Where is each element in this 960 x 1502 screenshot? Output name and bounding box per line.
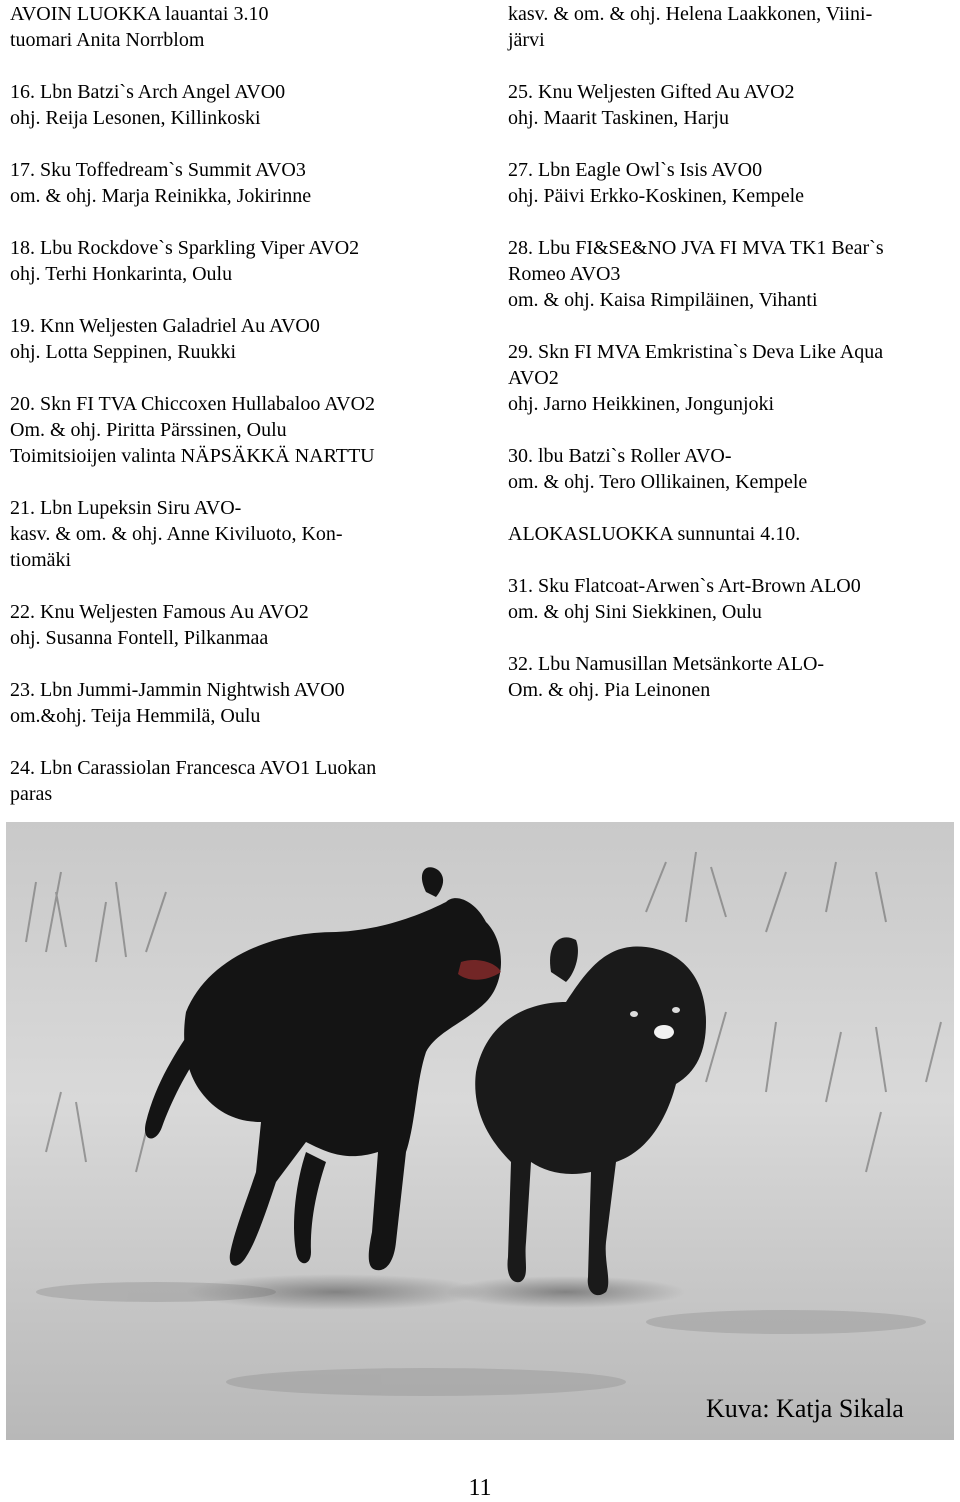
entry-title: ALOKASLUOKKA sunnuntai 4.10. [508, 523, 801, 545]
entry-spacer [10, 365, 480, 391]
list-item [508, 1, 953, 53]
entry-detail: om. & ohj. Marja Reinikka, Jokirinne [10, 185, 312, 207]
entry-title: 28. Lbu FI&SE&NO JVA FI MVA TK1 Bear`s [508, 237, 884, 259]
list-item [508, 339, 953, 417]
list-item [508, 651, 953, 703]
entry-spacer [10, 651, 480, 677]
entry-detail: om.&ohj. Teija Hemmilä, Oulu [10, 705, 261, 727]
entry-title: 23. Lbn Jummi-Jammin Nightwish AVO0 [10, 679, 345, 701]
entry-title: AVOIN LUOKKA lauantai 3.10 [10, 3, 269, 25]
entry-title: 27. Lbn Eagle Owl`s Isis AVO0 [508, 159, 763, 181]
entry-detail: ohj. Jarno Heikkinen, Jongunjoki [508, 393, 775, 415]
entry-spacer [10, 131, 480, 157]
entry-detail: AVO2 [508, 367, 559, 389]
right-column [508, 1, 953, 703]
entry-detail: Toimitsioijen valinta NÄPSÄKKÄ NARTTU [10, 445, 375, 467]
entry-detail: ohj. Terhi Honkarinta, Oulu [10, 263, 233, 285]
entry-spacer [508, 209, 953, 235]
entry-spacer [10, 469, 480, 495]
entry-spacer [508, 313, 953, 339]
page-number: 11 [468, 1475, 492, 1501]
entry-title: 20. Skn FI TVA Chiccoxen Hullabaloo AVO2 [10, 393, 376, 415]
list-item [10, 677, 480, 729]
list-item [508, 443, 953, 495]
entry-title: 19. Knn Weljesten Galadriel Au AVO0 [10, 315, 320, 337]
entry-title: kasv. & om. & ohj. Helena Laakkonen, Viini- [508, 3, 873, 25]
list-item [10, 1, 480, 53]
entry-detail: Om. & ohj. Piritta Pärssinen, Oulu [10, 419, 287, 441]
list-item [10, 391, 480, 469]
list-item [508, 79, 953, 131]
photo-credit: Kuva: Katja Sikala [706, 1394, 904, 1423]
list-item [10, 495, 480, 573]
entry-spacer [10, 729, 480, 755]
entry-spacer [10, 573, 480, 599]
entry-title: 17. Sku Toffedream`s Summit AVO3 [10, 159, 306, 181]
entry-spacer [508, 495, 953, 521]
entry-title: 21. Lbn Lupeksin Siru AVO- [10, 497, 242, 519]
entry-detail: om. & ohj Sini Siekkinen, Oulu [508, 601, 762, 623]
entry-title: 25. Knu Weljesten Gifted Au AVO2 [508, 81, 795, 103]
entry-spacer [508, 547, 953, 573]
entry-detail: om. & ohj. Kaisa Rimpiläinen, Vihanti [508, 289, 818, 311]
entry-detail: Romeo AVO3 [508, 263, 621, 285]
entry-title: 30. lbu Batzi`s Roller AVO- [508, 445, 732, 467]
list-item [10, 79, 480, 131]
entry-spacer [508, 417, 953, 443]
list-item [10, 755, 480, 807]
entry-title: 16. Lbn Batzi`s Arch Angel AVO0 [10, 81, 286, 103]
entry-title: 29. Skn FI MVA Emkristina`s Deva Like Aqua [508, 341, 884, 363]
entry-spacer [10, 209, 480, 235]
list-item [508, 521, 953, 547]
entry-detail: ohj. Päivi Erkko-Koskinen, Kempele [508, 185, 805, 207]
entry-detail: ohj. Susanna Fontell, Pilkanmaa [10, 627, 269, 649]
entry-detail: om. & ohj. Tero Ollikainen, Kempele [508, 471, 808, 493]
entry-detail: tuomari Anita Norrblom [10, 29, 205, 51]
entry-spacer [508, 131, 953, 157]
entry-title: 18. Lbu Rockdove`s Sparkling Viper AVO2 [10, 237, 360, 259]
entry-detail: ohj. Maarit Taskinen, Harju [508, 107, 729, 129]
entry-spacer [508, 53, 953, 79]
list-item [10, 599, 480, 651]
entry-spacer [10, 53, 480, 79]
entry-detail: järvi [508, 29, 545, 51]
entry-title: 24. Lbn Carassiolan Francesca AVO1 Luokan [10, 757, 377, 779]
entry-detail: kasv. & om. & ohj. Anne Kiviluoto, Kon- [10, 523, 343, 545]
entry-detail: tiomäki [10, 549, 72, 571]
entry-spacer [10, 287, 480, 313]
list-item [508, 157, 953, 209]
list-item [508, 235, 953, 313]
list-item [10, 313, 480, 365]
dogs-photo [6, 822, 954, 1440]
list-item [508, 573, 953, 625]
entry-detail: ohj. Reija Lesonen, Killinkoski [10, 107, 261, 129]
list-item [10, 235, 480, 287]
entry-detail: ohj. Lotta Seppinen, Ruukki [10, 341, 237, 363]
entry-title: 22. Knu Weljesten Famous Au AVO2 [10, 601, 309, 623]
entry-detail: paras [10, 783, 53, 805]
entry-spacer [508, 625, 953, 651]
list-item [10, 157, 480, 209]
entry-title: 32. Lbu Namusillan Metsänkorte ALO- [508, 653, 825, 675]
left-column [10, 1, 480, 807]
entry-title: 31. Sku Flatcoat-Arwen`s Art-Brown ALO0 [508, 575, 861, 597]
entry-detail: Om. & ohj. Pia Leinonen [508, 679, 711, 701]
